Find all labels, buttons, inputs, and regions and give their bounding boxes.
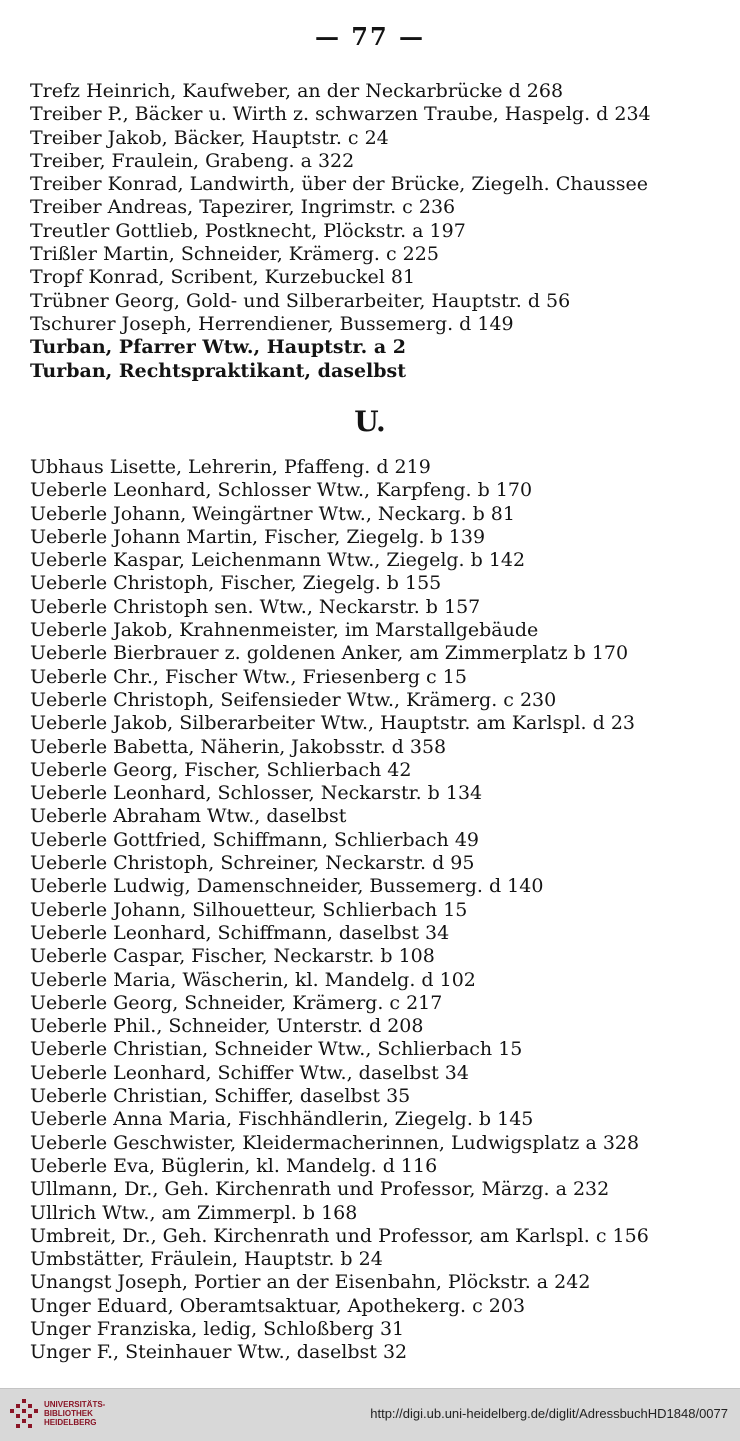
directory-entry: Ueberle Christoph, Seifensieder Wtw., Krämerg. c 230 xyxy=(30,688,557,711)
entries-u-list xyxy=(30,456,720,1365)
directory-entry: Ueberle Christoph, Schreiner, Neckarstr. d 95 xyxy=(30,852,475,875)
directory-entry: Ueberle Eva, Büglerin, kl. Mandelg. d 116 xyxy=(30,1154,438,1177)
directory-entry: Unger F., Steinhauer Wtw., daselbst 32 xyxy=(30,1341,408,1364)
directory-entry: Treiber Andreas, Tapezirer, Ingrimstr. c 236 xyxy=(30,196,456,219)
directory-entry: Unger Eduard, Oberamtsaktuar, Apothekerg. c 203 xyxy=(30,1294,526,1317)
entries-t-list xyxy=(30,80,720,383)
directory-entry: Ueberle Johann, Weingärtner Wtw., Neckarg. b 81 xyxy=(30,502,515,525)
directory-entry: Turban, Pfarrer Wtw., Hauptstr. a 2 xyxy=(30,336,407,359)
directory-entry: Treiber Jakob, Bäcker, Hauptstr. c 24 xyxy=(30,126,389,149)
directory-entry: Treiber, Fraulein, Grabeng. a 322 xyxy=(30,149,355,172)
directory-entry: Ueberle Georg, Schneider, Krämerg. c 217 xyxy=(30,991,443,1014)
footer-bar xyxy=(0,1388,740,1441)
directory-entry: Ueberle Christoph sen. Wtw., Neckarstr. b 157 xyxy=(30,595,481,618)
directory-entry: Umbreit, Dr., Geh. Kirchenrath und Professor, am Karlspl. c 156 xyxy=(30,1224,649,1247)
logo-line: HEIDELBERG xyxy=(44,1418,97,1427)
directory-entry: Ueberle Jakob, Silberarbeiter Wtw., Hauptstr. am Karlspl. d 23 xyxy=(30,712,635,735)
directory-entry: Ueberle Johann Martin, Fischer, Ziegelg. b 139 xyxy=(30,525,486,548)
directory-entry: Ueberle Christian, Schneider Wtw., Schlierbach 15 xyxy=(30,1038,523,1061)
directory-entry: Ueberle Georg, Fischer, Schlierbach 42 xyxy=(30,758,412,781)
directory-entry: Tropf Konrad, Scribent, Kurzebuckel 81 xyxy=(30,266,416,289)
directory-entry: Ueberle Anna Maria, Fischhändlerin, Ziegelg. b 145 xyxy=(30,1108,534,1131)
directory-entry: Ueberle Leonhard, Schlosser Wtw., Karpfeng. b 170 xyxy=(30,479,533,502)
directory-entry: Ueberle Gottfried, Schiffmann, Schlierbach 49 xyxy=(30,828,479,851)
directory-entry: Trißler Martin, Schneider, Krämerg. c 225 xyxy=(30,243,439,266)
directory-entry: Trefz Heinrich, Kaufweber, an der Neckarbrücke d 268 xyxy=(30,80,564,102)
page-number: — 77 — xyxy=(314,22,426,51)
directory-entry: Unangst Joseph, Portier an der Eisenbahn, Plöckstr. a 242 xyxy=(30,1271,591,1294)
source-url-link[interactable]: http://digi.ub.uni-heidelberg.de/diglit/AdressbuchHD1848/0077 xyxy=(370,1406,728,1421)
directory-entry: Ullmann, Dr., Geh. Kirchenrath und Professor, Märzg. a 232 xyxy=(30,1178,610,1201)
directory-entry: Ueberle Leonhard, Schiffmann, daselbst 34 xyxy=(30,921,450,944)
directory-entry: Ueberle Abraham Wtw., daselbst xyxy=(30,805,347,828)
directory-entry: Ueberle Jakob, Krahnenmeister, im Marstallgebäude xyxy=(30,619,539,642)
directory-entry: Ueberle Christoph, Fischer, Ziegelg. b 155 xyxy=(30,572,442,595)
directory-entry: Ueberle Maria, Wäscherin, kl. Mandelg. d 102 xyxy=(30,968,476,991)
logo-line: UNIVERSITÄTS- xyxy=(44,1400,106,1409)
directory-entry: Ueberle Caspar, Fischer, Neckarstr. b 108 xyxy=(30,945,435,968)
directory-entry: Unger Franziska, ledig, Schloßberg 31 xyxy=(30,1317,405,1340)
directory-entry: Treiber P., Bäcker u. Wirth z. schwarzen Traube, Haspelg. d 234 xyxy=(30,103,651,126)
logo-line: BIBLIOTHEK xyxy=(44,1409,93,1418)
library-logo-text xyxy=(44,1400,105,1427)
directory-entry: Ullrich Wtw., am Zimmerpl. b 168 xyxy=(30,1201,358,1224)
directory-entry: Ueberle Christian, Schiffer, daselbst 35 xyxy=(30,1085,411,1108)
directory-entry: Turban, Rechtspraktikant, daselbst xyxy=(30,359,407,382)
directory-entry: Ubhaus Lisette, Lehrerin, Pfaffeng. d 219 xyxy=(30,456,431,478)
section-heading-u: U. xyxy=(354,405,386,438)
directory-entry: Ueberle Johann, Silhouetteur, Schlierbach 15 xyxy=(30,898,468,921)
directory-entry: Tschurer Joseph, Herrendiener, Bussemerg. d 149 xyxy=(30,312,514,335)
directory-entry: Trübner Georg, Gold- und Silberarbeiter, Hauptstr. d 56 xyxy=(30,289,571,312)
directory-entry: Ueberle Phil., Schneider, Unterstr. d 208 xyxy=(30,1015,424,1038)
directory-entry: Ueberle Leonhard, Schiffer Wtw., daselbst 34 xyxy=(30,1061,469,1084)
library-logo-icon xyxy=(6,1397,42,1433)
directory-entry: Umbstätter, Fräulein, Hauptstr. b 24 xyxy=(30,1248,383,1271)
directory-entry: Ueberle Kaspar, Leichenmann Wtw., Ziegelg. b 142 xyxy=(30,549,526,572)
directory-entry: Ueberle Geschwister, Kleidermacherinnen, Ludwigsplatz a 328 xyxy=(30,1131,640,1154)
directory-entry: Ueberle Babetta, Näherin, Jakobsstr. d 358 xyxy=(30,735,447,758)
directory-entry: Treiber Konrad, Landwirth, über der Brücke, Ziegelh. Chaussee xyxy=(30,173,649,196)
directory-entry: Treutler Gottlieb, Postknecht, Plöckstr. a 197 xyxy=(30,219,466,242)
directory-entry: Ueberle Leonhard, Schlosser, Neckarstr. b 134 xyxy=(30,782,483,805)
directory-entry: Ueberle Ludwig, Damenschneider, Bussemerg. d 140 xyxy=(30,875,544,898)
directory-entry: Ueberle Bierbrauer z. goldenen Anker, am Zimmerplatz b 170 xyxy=(30,642,629,665)
directory-entry: Ueberle Chr., Fischer Wtw., Friesenberg c 15 xyxy=(30,665,467,688)
